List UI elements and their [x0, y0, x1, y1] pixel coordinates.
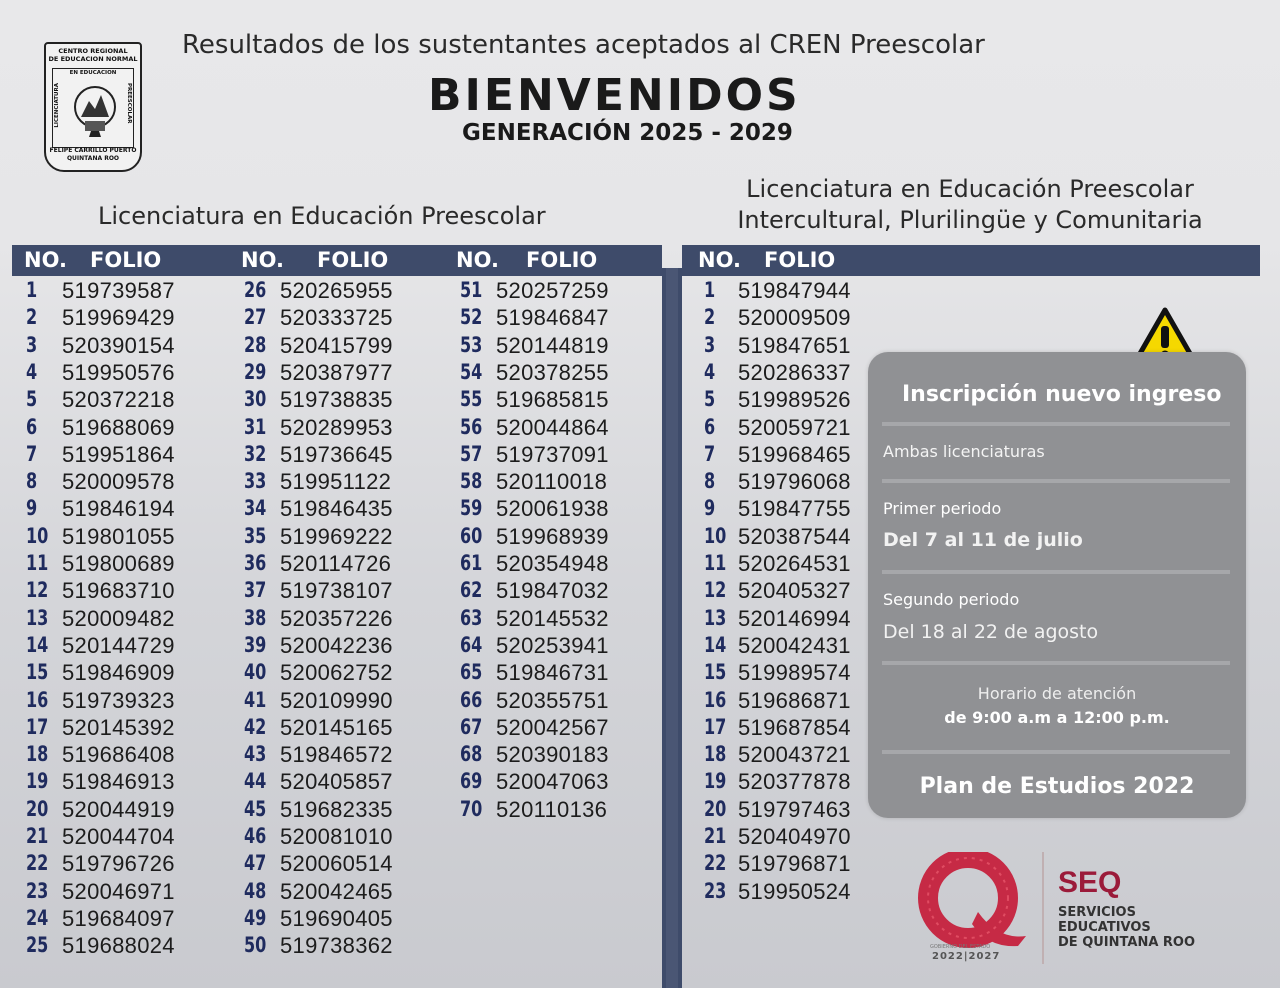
- row-number: 14: [704, 632, 727, 657]
- row-folio: 519951864: [62, 441, 175, 467]
- row-folio: 520110018: [496, 469, 608, 495]
- row-number: 45: [244, 796, 267, 821]
- row-folio: 519796726: [62, 851, 175, 877]
- panel-divider: [882, 750, 1230, 754]
- cren-logo: [44, 42, 142, 172]
- program-left-title: Licenciatura en Educación Preescolar: [98, 202, 546, 230]
- row-folio: 519801055: [62, 523, 175, 549]
- row-folio: 519687854: [738, 714, 851, 740]
- row-number: 66: [460, 687, 483, 712]
- second-period-dates: Del 18 al 22 de agosto: [883, 621, 1099, 643]
- panel-divider: [882, 422, 1230, 426]
- row-number: 32: [244, 441, 267, 466]
- row-folio: 520390183: [496, 742, 609, 768]
- row-number: 15: [704, 660, 727, 685]
- col-header-folio: FOLIO: [90, 248, 162, 272]
- row-folio: 520404970: [738, 824, 851, 849]
- panel-divider: [882, 479, 1230, 483]
- row-number: 49: [244, 905, 267, 930]
- row-folio: 519846731: [496, 660, 609, 686]
- row-number: 70: [460, 796, 483, 821]
- row-number: 12: [704, 578, 727, 603]
- row-number: 6: [26, 414, 38, 439]
- logo-right-text: PREESCOLAR: [126, 83, 132, 124]
- row-number: 31: [244, 414, 267, 439]
- row-folio: 519846435: [280, 496, 393, 522]
- row-number: 13: [704, 605, 727, 630]
- row-folio: 519796068: [738, 469, 851, 495]
- generation-label: GENERACIÓN 2025 - 2029: [462, 120, 793, 146]
- row-folio: 520145532: [496, 605, 609, 631]
- row-number: 36: [244, 551, 267, 575]
- row-folio: 519846909: [62, 660, 175, 686]
- row-folio: 519737091: [496, 441, 609, 467]
- row-folio: 520415799: [280, 332, 393, 358]
- row-folio: 519951122: [280, 469, 392, 495]
- row-number: 28: [244, 332, 267, 357]
- seq-subtitle: [1058, 905, 1195, 950]
- row-folio: 519950576: [62, 359, 175, 385]
- program-right-line1: Licenciatura en Educación Preescolar: [746, 175, 1194, 203]
- row-folio: 520286337: [738, 359, 851, 385]
- row-folio: 519738835: [280, 387, 393, 413]
- row-number: 52: [460, 305, 483, 330]
- row-folio: 520060514: [280, 851, 393, 877]
- row-folio: 519950524: [738, 878, 851, 904]
- row-number: 46: [244, 824, 267, 848]
- row-folio: 519846194: [62, 496, 175, 522]
- col-header-no: NO.: [24, 248, 67, 272]
- row-number: 23: [26, 878, 49, 903]
- enrollment-info-panel: [868, 352, 1246, 818]
- logo-inner-text: EN EDUCACION: [69, 70, 117, 76]
- row-folio: 519738362: [280, 933, 393, 959]
- row-number: 64: [460, 632, 483, 657]
- first-period-dates: Del 7 al 11 de julio: [883, 529, 1083, 551]
- row-number: 33: [244, 469, 267, 494]
- row-number: 17: [704, 714, 727, 739]
- row-number: 48: [244, 878, 267, 903]
- row-number: 55: [460, 387, 483, 412]
- row-number: 20: [704, 796, 727, 821]
- row-folio: 520110136: [496, 796, 608, 822]
- row-number: 3: [704, 332, 716, 357]
- row-folio: 519969429: [62, 305, 175, 331]
- row-folio: 520114726: [280, 551, 392, 576]
- row-number: 8: [26, 469, 38, 494]
- row-folio: 519846913: [62, 769, 175, 795]
- row-number: 9: [704, 496, 716, 521]
- footer-separator: [1042, 852, 1044, 964]
- row-number: 44: [244, 769, 267, 794]
- row-number: 41: [244, 687, 267, 712]
- row-folio: 520042567: [496, 714, 609, 740]
- row-number: 14: [26, 632, 49, 657]
- logo-bottom-text: FELIPE CARRILLO PUERTO QUINTANA ROO: [49, 147, 137, 162]
- seq-logo-text: SEQ: [1058, 866, 1122, 899]
- row-number: 40: [244, 660, 267, 685]
- row-folio: 520405327: [738, 578, 851, 604]
- table-header-left: [12, 245, 662, 276]
- row-number: 8: [704, 469, 716, 494]
- row-folio: 519846847: [496, 305, 609, 331]
- row-number: 4: [704, 359, 716, 384]
- row-number: 5: [704, 387, 716, 412]
- row-number: 16: [704, 687, 727, 712]
- row-number: 11: [26, 551, 49, 575]
- page-title: BIENVENIDOS: [428, 70, 801, 121]
- row-folio: 520289953: [280, 414, 393, 440]
- row-number: 54: [460, 359, 483, 384]
- row-number: 6: [704, 414, 716, 439]
- row-folio: 520044704: [62, 824, 175, 849]
- row-folio: 520062752: [280, 660, 393, 686]
- row-folio: 519685815: [496, 387, 609, 413]
- row-number: 11: [704, 551, 727, 575]
- row-folio: 519968939: [496, 523, 609, 549]
- row-folio: 520042236: [280, 632, 393, 658]
- row-folio: 520387544: [738, 523, 851, 549]
- panel-divider: [882, 570, 1230, 574]
- row-number: 4: [26, 359, 38, 384]
- row-folio: 520357226: [280, 605, 393, 631]
- row-folio: 520387977: [280, 359, 393, 385]
- hours-label: Horario de atención: [977, 684, 1137, 703]
- row-number: 53: [460, 332, 483, 357]
- row-folio: 519989574: [738, 660, 851, 686]
- row-folio: 520059721: [738, 414, 851, 440]
- row-number: 17: [26, 714, 49, 739]
- study-plan-label: Plan de Estudios 2022: [919, 774, 1195, 799]
- col-header-no: NO.: [241, 248, 284, 272]
- row-number: 10: [704, 523, 727, 548]
- seq-line2: EDUCATIVOS: [1058, 920, 1151, 935]
- col-header-folio: FOLIO: [764, 248, 836, 272]
- row-number: 22: [704, 851, 727, 876]
- logo-inner-frame: [52, 68, 134, 148]
- row-number: 1: [26, 278, 38, 302]
- row-folio: 519688024: [62, 933, 175, 959]
- row-folio: 519800689: [62, 551, 175, 576]
- col-header-no: NO.: [698, 248, 741, 272]
- logo-left-text: LICENCIATURA: [54, 83, 60, 128]
- row-folio: 520257259: [496, 278, 609, 303]
- row-number: 65: [460, 660, 483, 685]
- panel-title: Inscripción nuevo ingreso: [902, 382, 1222, 407]
- row-folio: 519686408: [62, 742, 175, 768]
- row-number: 12: [26, 578, 49, 603]
- row-folio: 520146994: [738, 605, 851, 631]
- row-number: 19: [704, 769, 727, 794]
- row-number: 21: [26, 824, 49, 848]
- row-folio: 519739587: [62, 278, 175, 303]
- row-number: 30: [244, 387, 267, 412]
- row-folio: 519684097: [62, 905, 175, 931]
- row-number: 9: [26, 496, 38, 521]
- row-number: 18: [704, 742, 727, 767]
- row-number: 15: [26, 660, 49, 685]
- row-number: 67: [460, 714, 483, 739]
- row-folio: 520044919: [62, 796, 175, 822]
- row-number: 35: [244, 523, 267, 548]
- row-number: 50: [244, 933, 267, 958]
- row-folio: 520355751: [496, 687, 609, 713]
- row-number: 2: [704, 305, 716, 330]
- row-folio: 520333725: [280, 305, 393, 331]
- row-folio: 520372218: [62, 387, 175, 413]
- row-number: 22: [26, 851, 49, 876]
- row-number: 51: [460, 278, 483, 302]
- page-subtitle: Resultados de los sustentantes aceptados al CREN Preescolar: [182, 30, 985, 60]
- row-number: 42: [244, 714, 267, 739]
- government-period: 2022|2027: [932, 951, 1001, 962]
- row-folio: 519847651: [738, 332, 851, 358]
- hours-value: de 9:00 a.m a 12:00 p.m.: [944, 708, 1170, 727]
- table-header-right: [682, 245, 1260, 276]
- row-number: 21: [704, 824, 727, 848]
- row-folio: 520377878: [738, 769, 851, 795]
- row-number: 24: [26, 905, 49, 930]
- row-folio: 520009578: [62, 469, 175, 495]
- row-number: 1: [704, 278, 716, 302]
- quintana-roo-q-logo: [918, 852, 1030, 948]
- seq-line1: SERVICIOS: [1058, 905, 1136, 920]
- row-folio: 520144729: [62, 632, 175, 658]
- row-number: 68: [460, 742, 483, 767]
- row-folio: 520144819: [496, 332, 609, 358]
- program-right-title: [700, 174, 1240, 236]
- row-folio: 520145392: [62, 714, 175, 740]
- row-number: 69: [460, 769, 483, 794]
- row-folio: 520044864: [496, 414, 609, 440]
- both-programs-label: Ambas licenciaturas: [883, 442, 1045, 461]
- row-folio: 520009482: [62, 605, 175, 631]
- row-folio: 520042465: [280, 878, 393, 904]
- row-folio: 519686871: [738, 687, 851, 713]
- row-number: 34: [244, 496, 267, 521]
- second-period-label: Segundo periodo: [883, 590, 1020, 609]
- col-header-folio: FOLIO: [526, 248, 598, 272]
- row-folio: 519968465: [738, 441, 851, 467]
- program-right-line2: Intercultural, Plurilingüe y Comunitaria: [737, 206, 1203, 234]
- row-number: 26: [244, 278, 267, 302]
- row-folio: 520253941: [496, 632, 609, 658]
- row-number: 63: [460, 605, 483, 630]
- row-number: 61: [460, 551, 483, 575]
- row-number: 43: [244, 742, 267, 767]
- row-number: 20: [26, 796, 49, 821]
- panel-divider: [882, 661, 1230, 665]
- row-number: 47: [244, 851, 267, 876]
- row-folio: 519847944: [738, 278, 851, 303]
- row-number: 13: [26, 605, 49, 630]
- row-folio: 519989526: [738, 387, 851, 413]
- row-number: 37: [244, 578, 267, 603]
- row-folio: 520265955: [280, 278, 393, 303]
- row-number: 39: [244, 632, 267, 657]
- row-folio: 520354948: [496, 551, 609, 576]
- row-folio: 520009509: [738, 305, 851, 331]
- row-number: 3: [26, 332, 38, 357]
- row-folio: 519690405: [280, 905, 393, 931]
- row-folio: 519797463: [738, 796, 851, 822]
- row-folio: 519683710: [62, 578, 175, 604]
- row-number: 19: [26, 769, 49, 794]
- row-number: 29: [244, 359, 267, 384]
- row-number: 7: [26, 441, 38, 466]
- row-number: 59: [460, 496, 483, 521]
- row-folio: 519846572: [280, 742, 393, 768]
- row-number: 25: [26, 933, 49, 958]
- col-header-folio: FOLIO: [317, 248, 389, 272]
- row-folio: 519688069: [62, 414, 175, 440]
- row-folio: 520043721: [738, 742, 851, 768]
- row-number: 38: [244, 605, 267, 630]
- row-folio: 520145165: [280, 714, 393, 740]
- row-folio: 519969222: [280, 523, 393, 549]
- row-folio: 520264531: [738, 551, 851, 576]
- row-number: 57: [460, 441, 483, 466]
- row-number: 2: [26, 305, 38, 330]
- row-folio: 519682335: [280, 796, 393, 822]
- row-number: 5: [26, 387, 38, 412]
- row-folio: 520081010: [280, 824, 393, 849]
- row-folio: 519796871: [738, 851, 851, 877]
- row-folio: 520047063: [496, 769, 609, 795]
- row-number: 7: [704, 441, 716, 466]
- gobierno-label: GOBIERNO DEL ESTADO: [930, 944, 991, 950]
- row-folio: 520061938: [496, 496, 609, 522]
- col-header-no: NO.: [456, 248, 499, 272]
- logo-emblem-icon: [71, 81, 119, 139]
- row-folio: 519739323: [62, 687, 175, 713]
- seq-line3: DE QUINTANA ROO: [1058, 935, 1196, 950]
- row-number: 10: [26, 523, 49, 548]
- row-folio: 519847755: [738, 496, 851, 522]
- row-folio: 520042431: [738, 632, 851, 658]
- row-folio: 519736645: [280, 441, 393, 467]
- column-divider-inner: [666, 268, 678, 988]
- row-number: 62: [460, 578, 483, 603]
- row-number: 16: [26, 687, 49, 712]
- first-period-label: Primer periodo: [883, 499, 1002, 518]
- row-number: 18: [26, 742, 49, 767]
- row-folio: 520390154: [62, 332, 175, 358]
- row-number: 60: [460, 523, 483, 548]
- row-number: 23: [704, 878, 727, 903]
- row-folio: 519847032: [496, 578, 609, 604]
- row-number: 56: [460, 414, 483, 439]
- logo-top-text: CENTRO REGIONAL DE EDUCACION NORMAL: [48, 47, 138, 63]
- row-number: 58: [460, 469, 483, 494]
- row-number: 27: [244, 305, 267, 330]
- row-folio: 520378255: [496, 359, 609, 385]
- row-folio: 520109990: [280, 687, 393, 713]
- row-folio: 520046971: [62, 878, 175, 904]
- row-folio: 520405857: [280, 769, 393, 795]
- row-folio: 519738107: [280, 578, 393, 604]
